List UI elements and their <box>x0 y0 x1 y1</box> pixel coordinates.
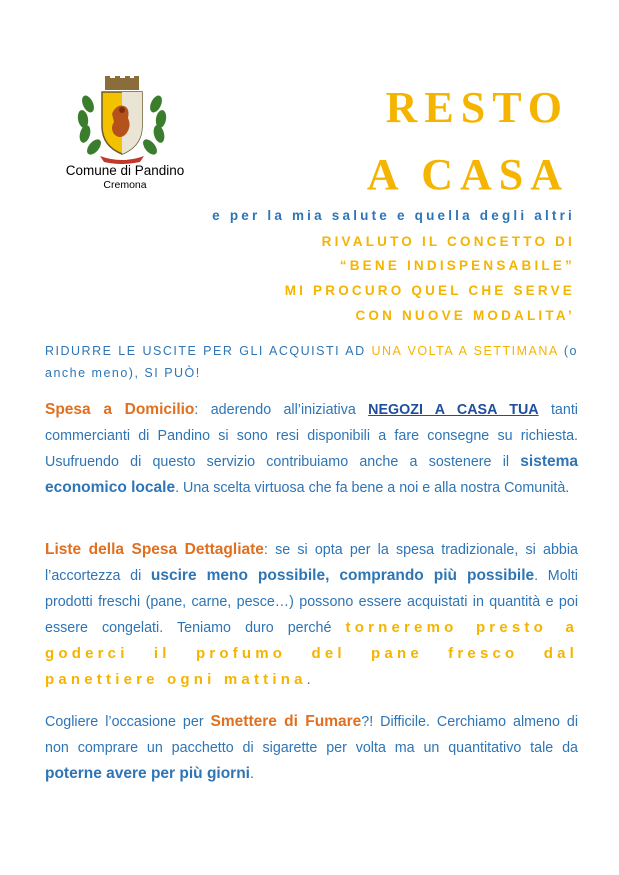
title-line-1: RESTO <box>385 83 569 132</box>
intro-text: RIDURRE LE USCITE PER GLI ACQUISTI AD <box>45 344 372 358</box>
p1-text-1: : aderendo all’iniziativa <box>194 402 369 418</box>
quit-smoking-heading: Smettere di Fumare <box>210 713 362 730</box>
province-name: Cremona <box>103 179 147 191</box>
p2-text-3: . <box>306 672 311 688</box>
shopping-list-paragraph <box>45 537 578 693</box>
p2-bold: uscire meno possibile, comprando più possibile <box>150 567 535 584</box>
subtitle-orange-2: “BENE INDISPENSABILE” <box>339 258 575 273</box>
title-line-2: A CASA <box>366 150 569 199</box>
coat-of-arms-icon <box>70 74 174 164</box>
quit-smoking-paragraph <box>45 709 578 787</box>
p3-bold: poterne avere per più giorni <box>45 765 250 782</box>
intro-highlight: UNA VOLTA A SETTIMANA <box>371 344 558 358</box>
p2-text-1: : se si opta per la spesa tradizionale, si abbia l’accortezza di <box>45 542 579 584</box>
subtitle-orange-1: RIVALUTO IL CONCETTO DI <box>321 234 575 249</box>
p1-bold: sistema economico locale <box>45 453 578 496</box>
shopping-list-heading: Liste della Spesa Dettagliate <box>45 541 264 558</box>
home-delivery-heading: Spesa a Domicilio <box>45 401 195 418</box>
intro-paragraph <box>45 340 578 384</box>
p3-text-1: Cogliere l’occasione per <box>45 714 211 730</box>
subtitle-orange-3: MI PROCURO QUEL CHE SERVE <box>284 283 575 298</box>
subtitle-blue: e per la mia salute e quella degli altri <box>212 208 575 223</box>
p1-text-2: tanti commercianti di Pandino si sono resi disponibili a fare consegne su richiesta. Usufruendo di questo servizio contribuiamo anche a sostenere il <box>45 402 578 470</box>
p1-text-3: . Una scelta virtuosa che fa bene a noi e alla nostra Comunità. <box>175 480 570 496</box>
p2-text-2: . Molti prodotti freschi (pane, carne, pesce…) possono essere acquistati in quantità e poi essere congelati. Teniamo duro perché <box>45 568 578 636</box>
home-delivery-paragraph <box>45 397 578 501</box>
municipality-name: Comune di Pandino <box>65 163 185 178</box>
p2-spaced-highlight: torneremo presto a goderci il profumo del pane fresco dal panettiere ogni mattina <box>45 619 578 688</box>
p3-text-2: ?! Difficile. Cerchiamo almeno di non comprare un pacchetto di sigarette per volta ma un quantitativo tale da <box>45 714 578 756</box>
subtitle-orange-4: CON NUOVE MODALITA’ <box>355 308 575 323</box>
p3-text-3: . <box>250 766 254 782</box>
intro-text-end: (o anche meno), SI PUÒ! <box>45 344 578 380</box>
negozi-a-casa-tua-link[interactable]: NEGOZI A CASA TUA <box>368 402 539 418</box>
